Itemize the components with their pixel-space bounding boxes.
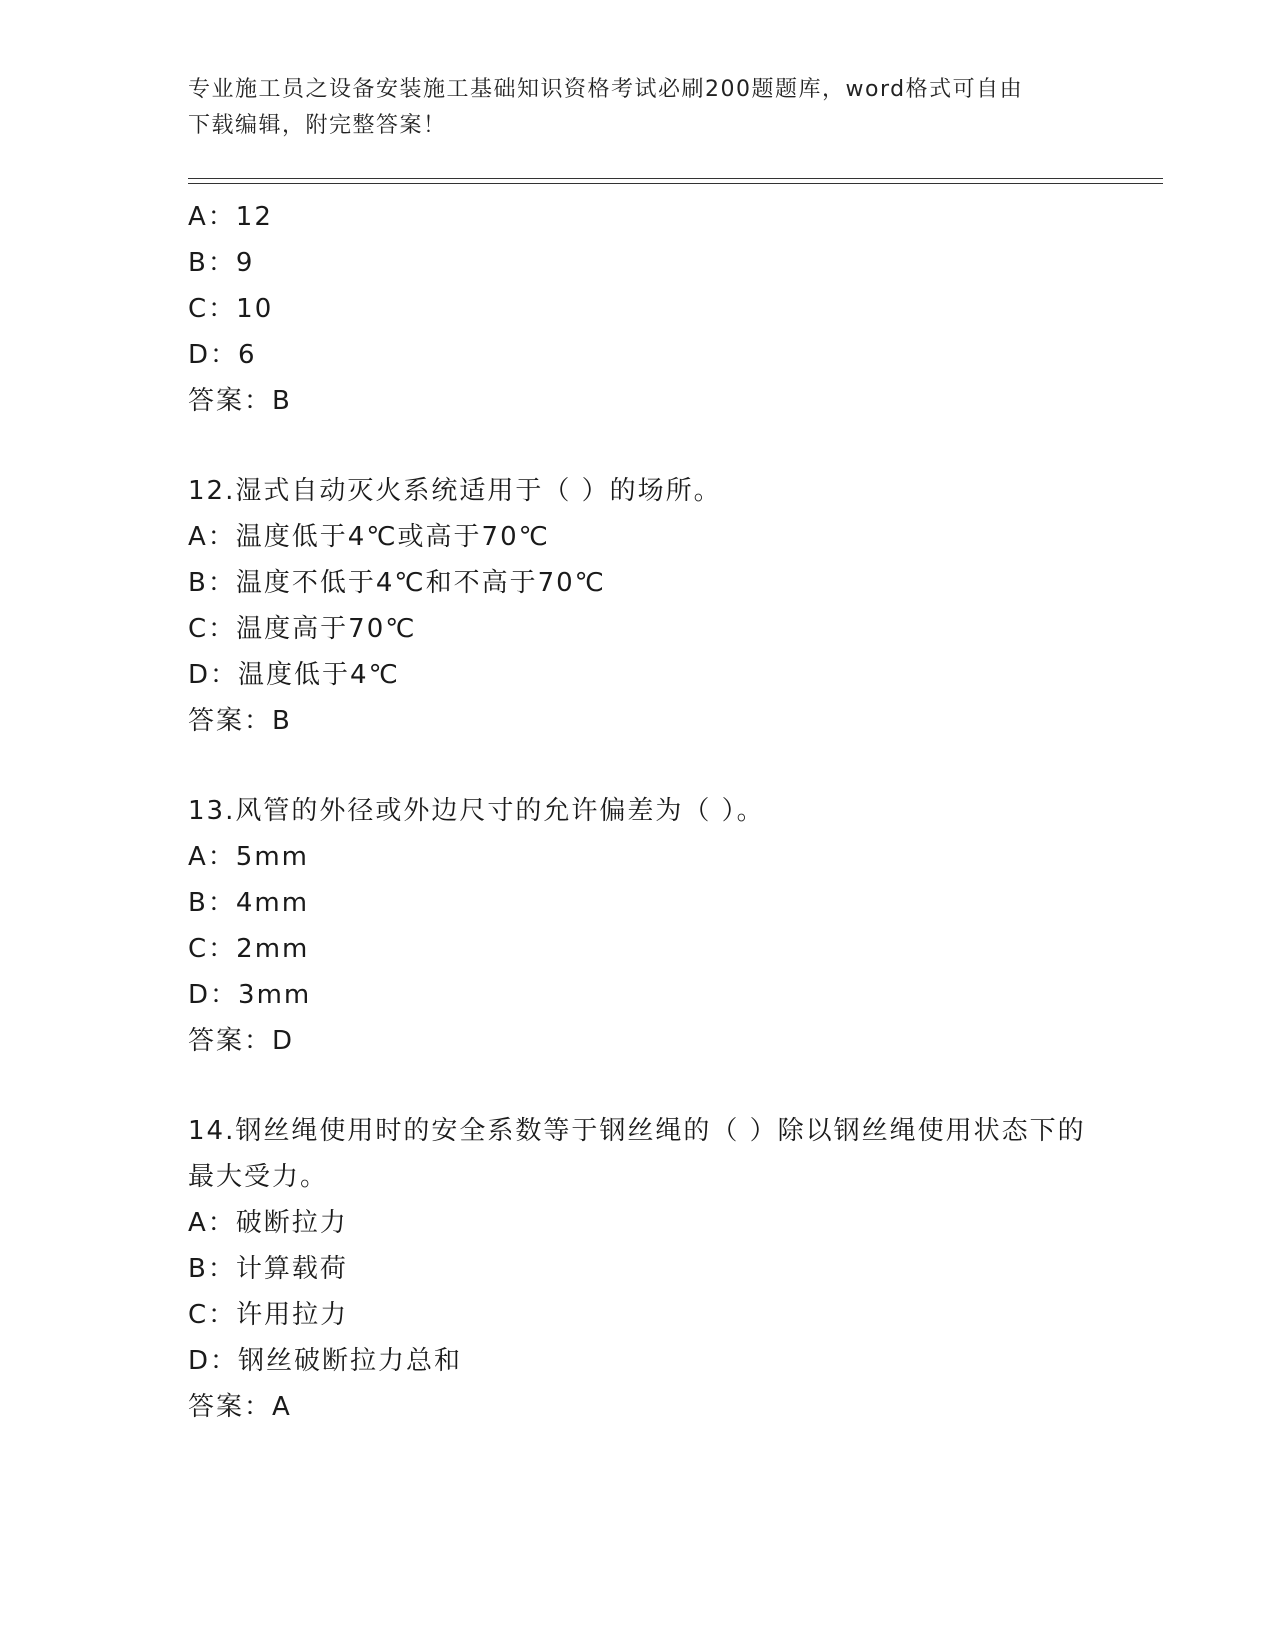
- option-b: B：4mm: [188, 888, 310, 918]
- question-stem: 13.风管的外径或外边尺寸的允许偏差为（ ）。: [188, 796, 765, 826]
- option-a: A：温度低于4℃或高于70℃: [188, 522, 550, 552]
- option-d: D：钢丝破断拉力总和: [188, 1346, 463, 1376]
- header-title-line-1: 专业施工员之设备安装施工基础知识资格考试必刷200题题库，word格式可自由: [188, 77, 1024, 102]
- option-c: C：温度高于70℃: [188, 614, 417, 644]
- question-block: [188, 788, 1088, 1064]
- option-a: A：破断拉力: [188, 1208, 348, 1238]
- option-d: D：3mm: [188, 980, 312, 1010]
- header-title-line-2: 下载编辑，附完整答案！: [188, 113, 447, 138]
- option-c: C：10: [188, 294, 274, 324]
- document-header: [188, 72, 1088, 144]
- question-block: [188, 194, 1088, 424]
- answer-line: 答案：B: [188, 706, 292, 736]
- option-a: A：5mm: [188, 842, 309, 872]
- answer-line: 答案：B: [188, 386, 292, 416]
- option-a: A：12: [188, 202, 273, 232]
- option-c: C：许用拉力: [188, 1300, 349, 1330]
- header-double-rule: [188, 178, 1163, 184]
- answer-line: 答案：D: [188, 1026, 295, 1056]
- option-b: B：计算载荷: [188, 1254, 348, 1284]
- option-d: D：温度低于4℃: [188, 660, 400, 690]
- question-list: [188, 194, 1088, 1430]
- question-block: [188, 468, 1088, 744]
- option-b: B：9: [188, 248, 255, 278]
- question-stem: 12.湿式自动灭火系统适用于（ ）的场所。: [188, 476, 722, 506]
- question-stem: 14.钢丝绳使用时的安全系数等于钢丝绳的（ ）除以钢丝绳使用状态下的最大受力。: [188, 1116, 1086, 1192]
- question-block: [188, 1108, 1088, 1430]
- answer-line: 答案：A: [188, 1392, 292, 1422]
- option-d: D：6: [188, 340, 257, 370]
- option-b: B：温度不低于4℃和不高于70℃: [188, 568, 606, 598]
- option-c: C：2mm: [188, 934, 310, 964]
